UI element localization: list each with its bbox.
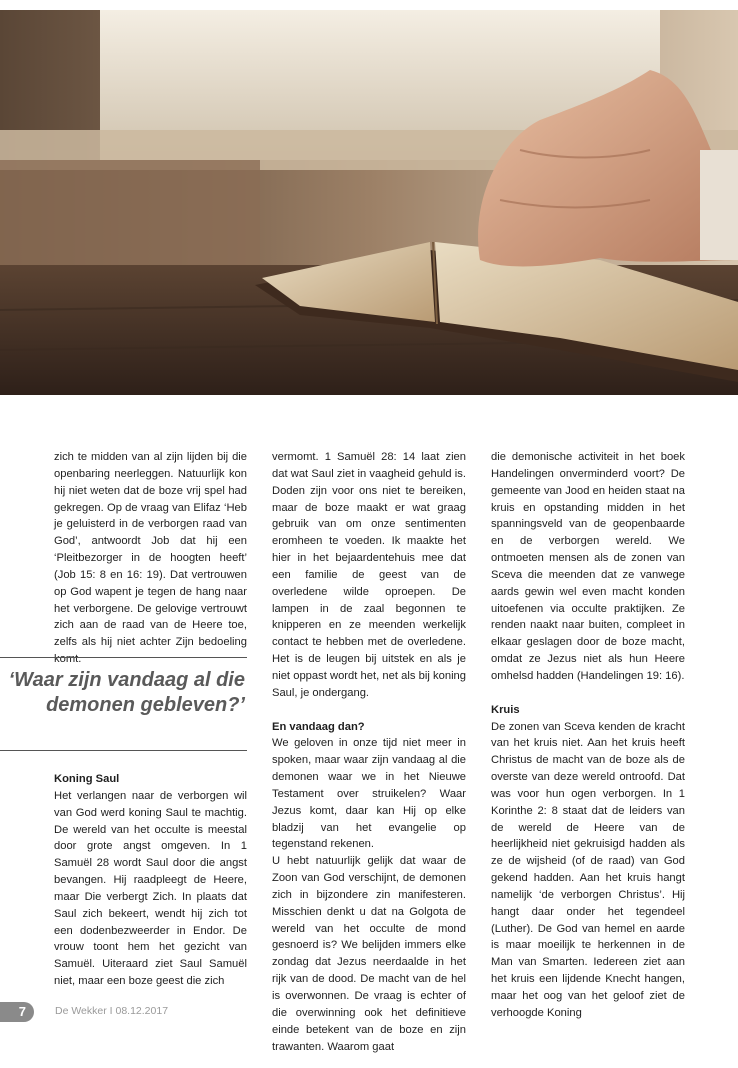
column-3-paragraph-2: De zonen van Sceva kenden de kracht van het kruis niet. Aan het kruis heeft Christus de macht van de boze als de overste van deze wereld ontroofd. Dat was voor hun ogen verborgen. In 1 Korinthe 2: 8 staat dat de leiders van de wereld de Heere van de heerlijkheid niet gekruisigd hadden als ze de wijsheid (of de raad) van God gekend hadden. Aan het kruis hangt namelijk ‘de verborgen Christus’. Hij hangt daar onder het tegendeel (Luther). De God van hemel en aarde is maar moeilijk te herkennen in de Man van Smarten. Iedereen ziet aan het kruis een lijdende Knecht hangen, maar het oog van het geloof ziet de verhoogde Koning [491, 720, 685, 1019]
column-2-paragraph-1: vermomt. 1 Samuël 28: 14 laat zien dat wat Saul ziet in vaagheid gehuld is. Doden zijn voor ons niet te bereiken, maar de boze maakt er wat graag gebruik van om onze sentimenten eromheen te voeden. Ik maakte het hier in het bejaardentehuis mee dat een familie de geest van de overledene wilde oproepen. De lampen in de zaal begonnen te knipperen en ze meenden werkelijk contact te hebben met de overledene. Het is de leugen bij uitstek en als je niet oppast wordt het, net als bij koning Saul, je ondergang. [272, 451, 466, 699]
page-number: 7 [0, 1002, 34, 1022]
koning-saul-paragraph: Het verlangen naar de verborgen wil van God werd koning Saul te machtig. De wereld van het occulte is meestal door grote angst omgeven. In 1 Samuël 28 wordt Saul door die angst bevangen. Hij raadpleegt de Heere, maar Die verbergt Zich. In plaats dat Saul zich bekeert, wendt hij zich tot een dodenbezweerder in Endor. De vrouw toont hem het gezicht van Samuël. Uiteraard ziet Saul Samuël niet, maar een boze geest die zich [54, 789, 247, 988]
column-1 [54, 449, 247, 668]
column-2-paragraph-2: We geloven in onze tijd niet meer in spoken, maar waar zijn vandaag al die demonen waar we in het Nieuwe Testament over struikelen? Waar Jezus komt, daar kan Hij op elke bladzij van het evangelie op tegenstand rekenen. [272, 737, 466, 851]
footer-text: De Wekker I 08.12.2017 [55, 1005, 169, 1017]
en-vandaag-dan-heading: En vandaag dan? [272, 720, 365, 733]
koning-saul-heading: Koning Saul [54, 773, 120, 785]
pull-quote [0, 657, 247, 751]
section-koning-saul [54, 771, 247, 990]
pull-quote-text: ‘Waar zijn vandaag al die demonen gebleven?’ [8, 669, 245, 716]
column-3-paragraph-1: die demonische activiteit in het boek Handelingen onverminderd voort? De gemeente van Jood en heiden staat na kruis en opstanding midden in het spanningsveld van de geopenbaarde en de verborgen wereld. We ontmoeten mensen als de zonen van Sceva die meenden dat ze vanwege aards gewin wel even macht konden uitoefenen via occulte praktijken. Ze renden naakt naar buiten, compleet in elkaar geslagen door de boze macht, omdat ze Jezus niet als hun Heere omhelsd hadden (Handelingen 19: 16). [491, 451, 685, 682]
column-1-paragraph: zich te midden van al zijn lijden bij die openbaring neerleggen. Natuurlijk kon hij niet weten dat de boze vrij spel had gekregen. Op de vraag van Elifaz ‘Heb je geluisterd in de verborgen raad van God’, antwoordt Job dat hij een ‘Pleitbezorger in de hoogten heeft’ (Job 15: 8 en 16: 19). Dat vertrouwen op God wapent je tegen de hang naar het verborgene. De gelovige vertrouwt zich aan de raad van de Heere toe, zelfs als hij niet achter Zijn bedoeling komt. [54, 451, 247, 666]
column-2 [272, 449, 466, 1055]
header-photo [0, 10, 738, 395]
column-3 [491, 449, 685, 1022]
column-2-paragraph-3: U hebt natuurlijk gelijk dat waar de Zoon van God verschijnt, de demonen zich in bijzondere zin manifesteren. Misschien denkt u dat na Golgota de wereld van het occulte de mond gesnoerd is? We belijden immers elke zondag dat Jezus neerdaalde in het rijk van de dood. De macht van de hel is overwonnen. De vraag is echter of die overwinning ook het definitieve einde betekent van de boze en zijn trawanten. Waarom gaat [272, 855, 466, 1053]
kruis-heading: Kruis [491, 703, 520, 716]
